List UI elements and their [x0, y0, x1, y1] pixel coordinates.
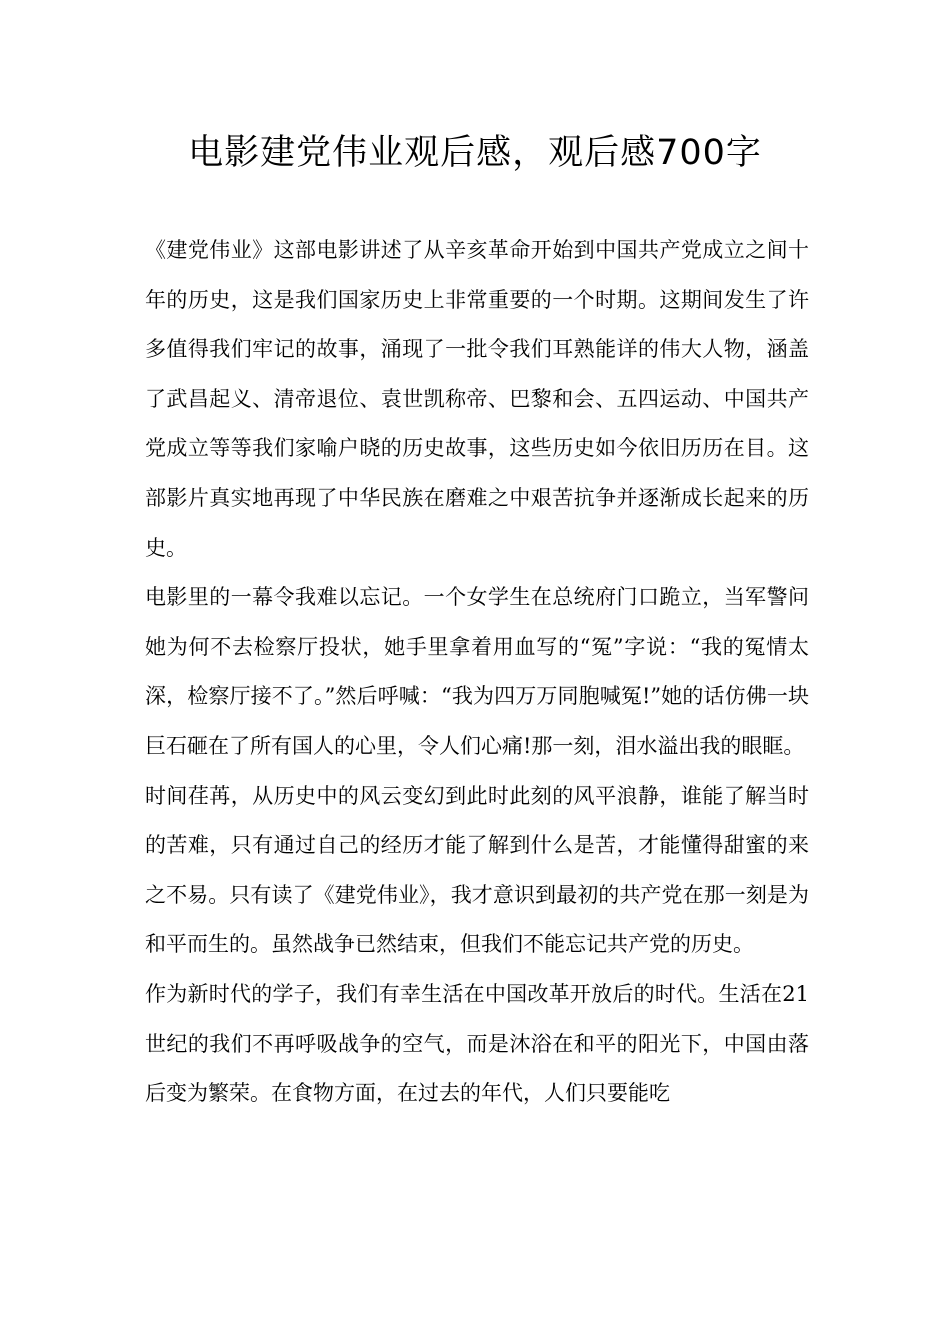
document-body	[145, 226, 809, 1119]
paragraph-1: 《建党伟业》这部电影讲述了从辛亥革命开始到中国共产党成立之间十年的历史，这是我们国家历史上非常重要的一个时期。这期间发生了许多值得我们牢记的故事，涌现了一批令我们耳熟能详的伟大人物，涵盖了武昌起义、清帝退位、袁世凯称帝、巴黎和会、五四运动、中国共产党成立等等我们家喻户晓的历史故事，这些历史如今依旧历历在目。这部影片真实地再现了中华民族在磨难之中艰苦抗争并逐渐成长起来的历史。	[145, 238, 809, 560]
paragraph-3: 时间荏苒，从历史中的风云变幻到此时此刻的风平浪静，谁能了解当时的苦难，只有通过自己的经历才能了解到什么是苦，才能懂得甜蜜的来之不易。只有读了《建党伟业》，我才意识到最初的共产党在那一刻是为和平而生的。虽然战争已然结束，但我们不能忘记共产党的历史。	[145, 783, 809, 957]
paragraph-4: 作为新时代的学子，我们有幸生活在中国改革开放后的时代。生活在21世纪的我们不再呼吸战争的空气，而是沐浴在和平的阳光下，中国由落后变为繁荣。在食物方面，在过去的年代，人们只要能吃	[145, 981, 809, 1106]
document-title: 电影建党伟业观后感，观后感700字	[188, 133, 762, 173]
paragraph-2: 电影里的一幕令我难以忘记。一个女学生在总统府门口跪立，当军警问她为何不去检察厅投状，她手里拿着用血写的“冤”字说：“我的冤情太深，检察厅接不了。”然后呼喊：“我为四万万同胞喊冤!”她的话仿佛一块巨石砸在了所有国人的心里，令人们心痛!那一刻，泪水溢出我的眼眶。	[145, 585, 809, 758]
